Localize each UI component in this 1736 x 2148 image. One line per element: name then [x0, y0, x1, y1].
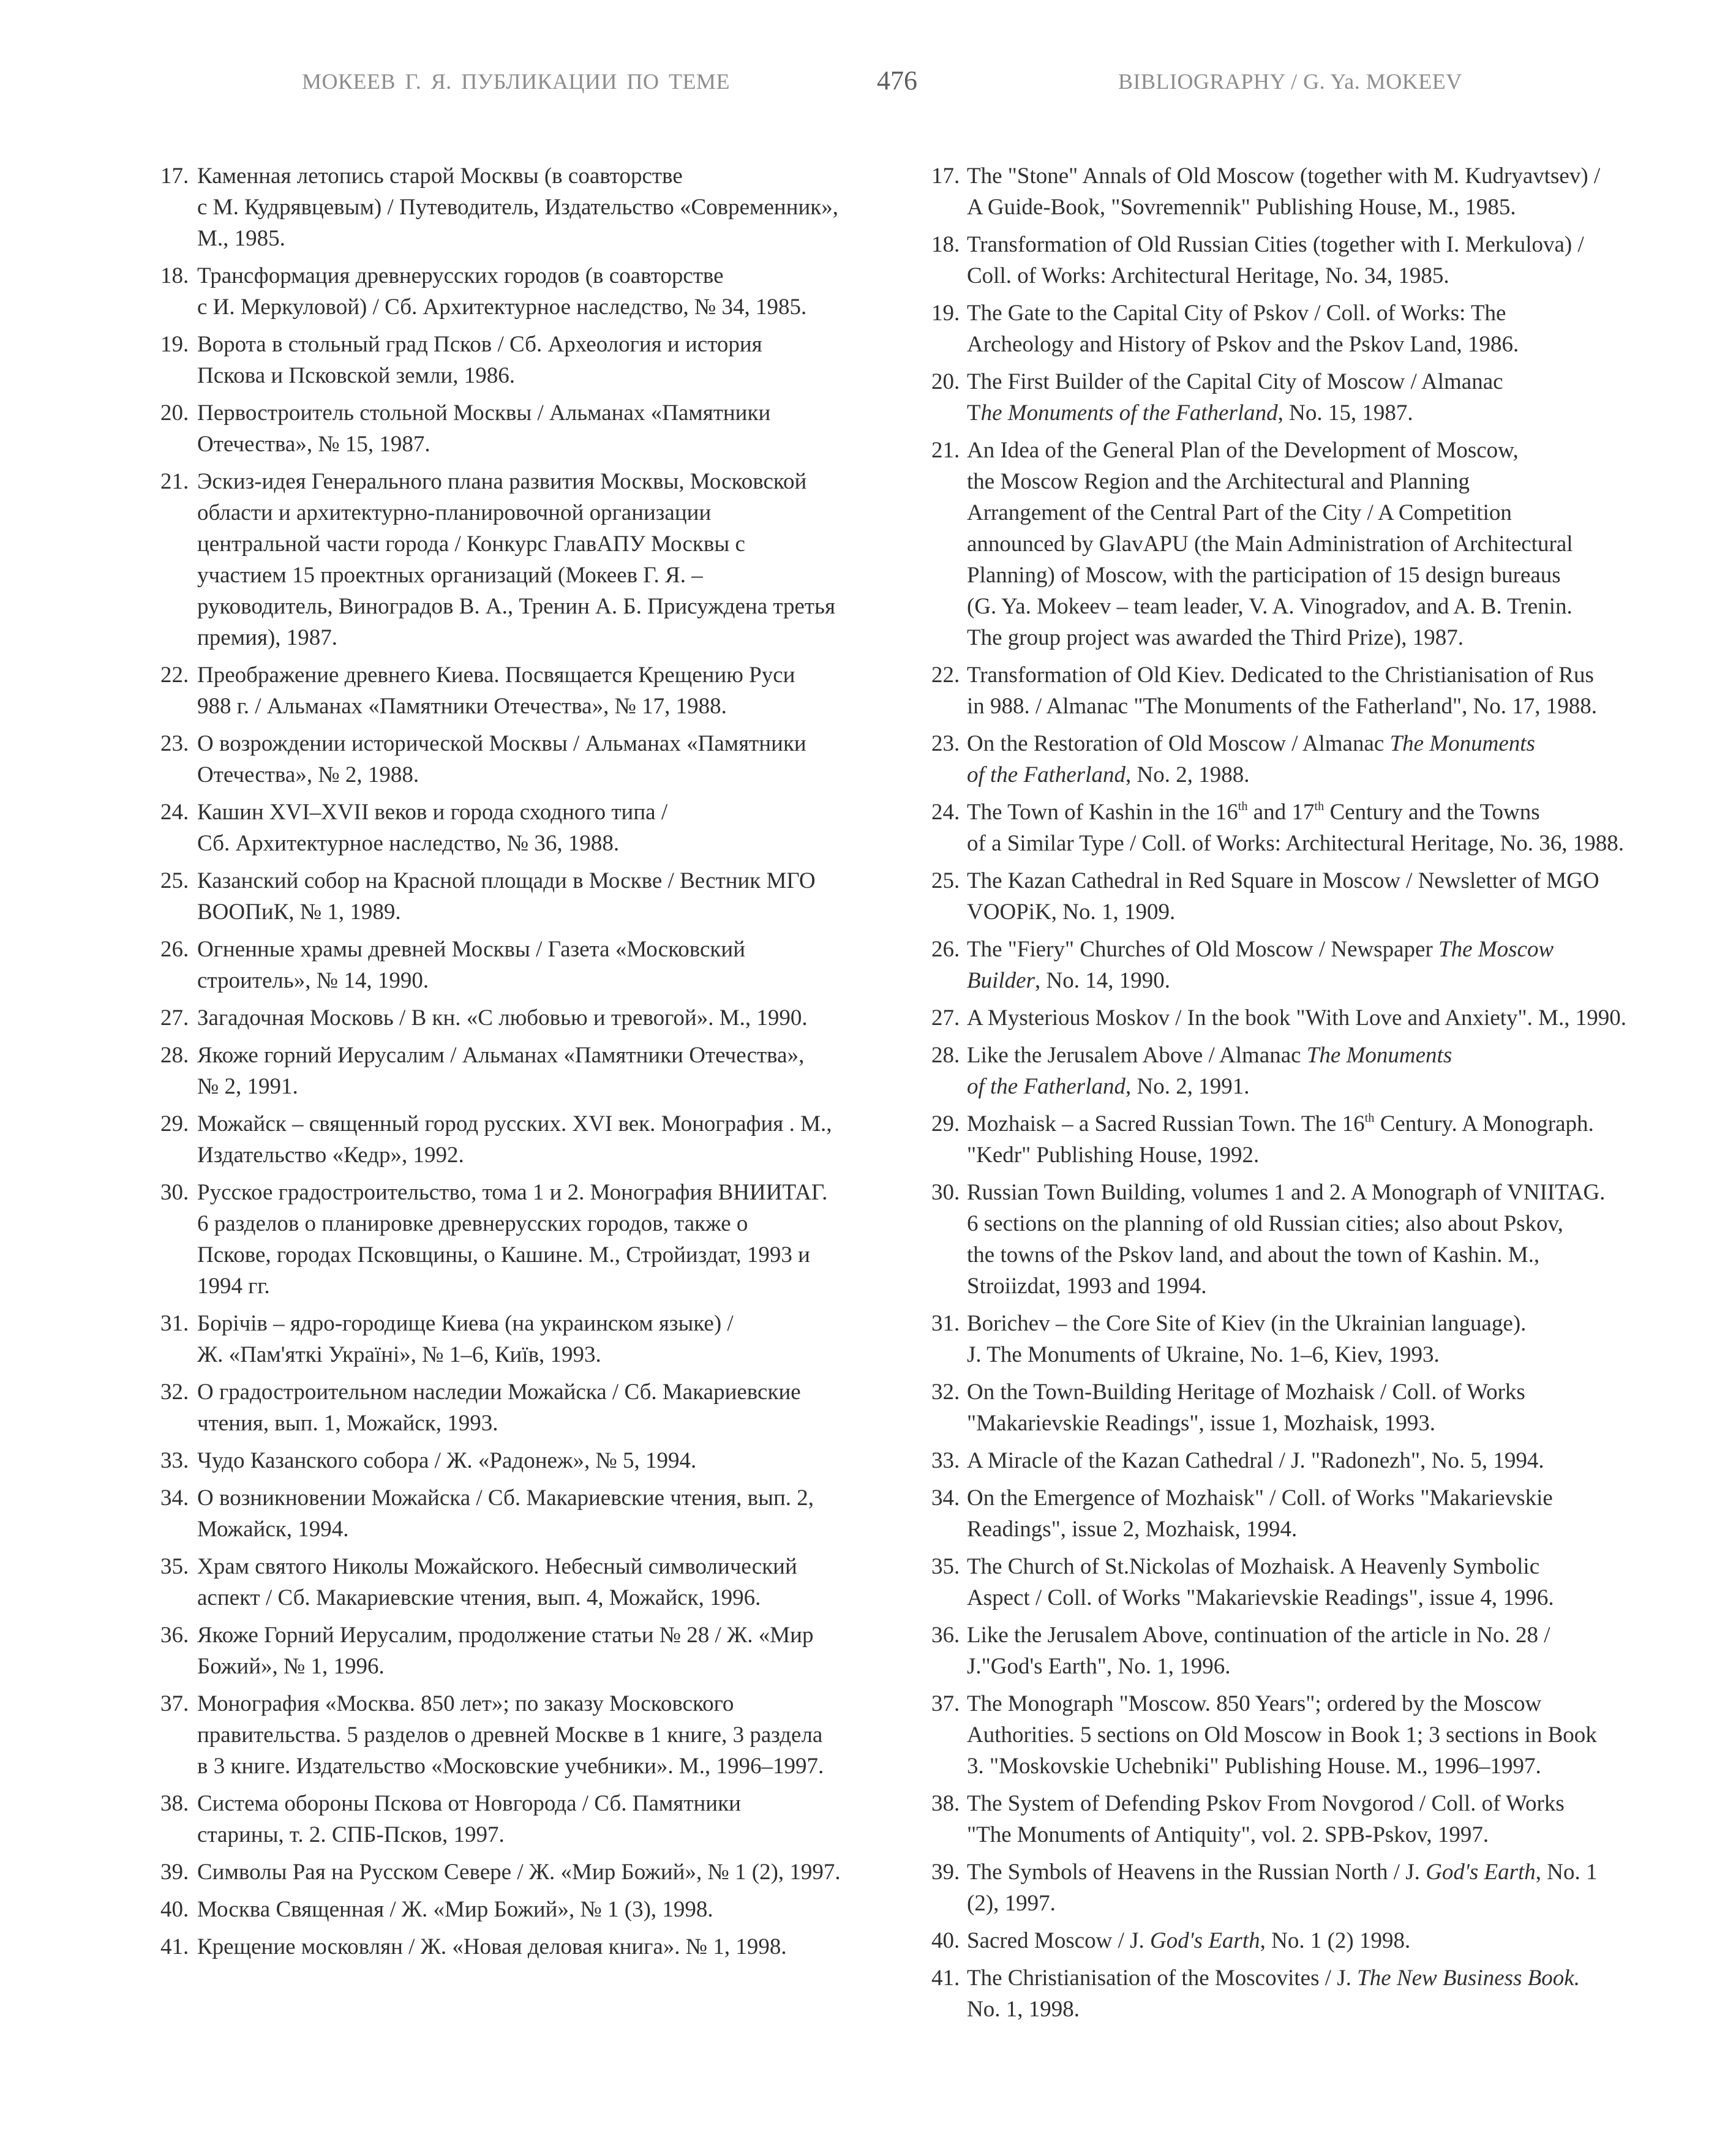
- entry-number: 24.: [160, 800, 189, 825]
- entry-text: [967, 865, 1698, 928]
- entry-number: 24.: [931, 800, 960, 825]
- entry-number: 23.: [931, 731, 960, 756]
- entry-text-segment: Russian Town Building, volumes 1 and 2. A Monograph of VNIITAG. 6 sections on the planning of old Russian cities; also about Pskov, the towns of the Pskov land, and about the town of Kashin. M., Stroiizdat, 1993 and 1994.: [967, 1180, 1606, 1299]
- entry-number: 17.: [160, 163, 189, 189]
- entry-number: 39.: [160, 1860, 189, 1885]
- en-bibliography-entry: [931, 1551, 1698, 1613]
- entry-text-segment: Борічів – ядро-городище Киева (на украинском языке) / Ж. «Пам'яткі Україні», № 1–6, Київ, 1993.: [197, 1311, 734, 1367]
- entry-text: [197, 728, 895, 790]
- entry-number: 29.: [931, 1111, 960, 1136]
- italic-title: The Monuments of the Fatherland: [967, 1043, 1452, 1099]
- ru-bibliography-entry: [160, 260, 895, 323]
- entry-number: 36.: [160, 1623, 189, 1648]
- italic-title: God's Earth: [1150, 1928, 1260, 1953]
- ru-bibliography-entry: [160, 1445, 895, 1476]
- en-bibliography-entry: [931, 435, 1698, 653]
- entry-number: 21.: [160, 469, 189, 494]
- en-bibliography-entry: [931, 865, 1698, 928]
- entry-text: [197, 260, 895, 323]
- entry-text-segment: Кашин XVI–XVII веков и города сходного типа / Сб. Архитектурное наследство, № 36, 1988.: [197, 800, 668, 856]
- entry-number: 40.: [931, 1928, 960, 1953]
- entry-text: [967, 1925, 1698, 1956]
- entry-number: 41.: [160, 1934, 189, 1959]
- entry-text-segment: The "Stone" Annals of Old Moscow (together with M. Kudryavtsev) / A Guide-Book, "Sovremennik" Publishing House, M., 1985.: [967, 163, 1601, 220]
- entry-text: [967, 797, 1698, 859]
- entry-text-segment: The Town of Kashin in the 16: [967, 800, 1238, 825]
- ordinal-suffix: th: [1238, 799, 1248, 813]
- entry-text: [967, 1376, 1698, 1439]
- running-head-right: BIBLIOGRAPHY / G. Ya. MOKEEV: [1118, 69, 1462, 94]
- en-bibliography-entry: [931, 1482, 1698, 1545]
- entry-text: [197, 797, 895, 859]
- entry-number: 22.: [160, 663, 189, 688]
- entry-number: 20.: [931, 369, 960, 394]
- entry-number: 26.: [931, 937, 960, 962]
- entry-text: [197, 1894, 895, 1925]
- entry-text-segment: Sacred Moscow / J.: [967, 1928, 1151, 1953]
- entry-text: [967, 1788, 1698, 1850]
- english-bibliography-column: [931, 160, 1698, 2031]
- page-number: 476: [877, 66, 917, 96]
- entry-text: [197, 1445, 895, 1476]
- entry-text-segment: Трансформация древнерусских городов (в соавторстве с И. Меркуловой) / Сб. Архитектурное наследство, № 34, 1985.: [197, 263, 807, 320]
- italic-title: The New Business Book.: [1357, 1966, 1580, 1991]
- ru-bibliography-entry: [160, 1177, 895, 1302]
- entry-text: [967, 934, 1698, 996]
- entry-number: 40.: [160, 1897, 189, 1922]
- ru-bibliography-entry: [160, 1108, 895, 1171]
- ru-bibliography-entry: [160, 1376, 895, 1439]
- entry-text: [967, 1857, 1698, 1919]
- entry-text: [967, 1620, 1698, 1682]
- ru-bibliography-entry: [160, 797, 895, 859]
- ru-bibliography-entry: [160, 1308, 895, 1370]
- entry-text: [967, 1482, 1698, 1545]
- en-bibliography-entry: [931, 1040, 1698, 1102]
- en-bibliography-entry: [931, 1002, 1698, 1034]
- running-head-left: МОКЕЕВ Г. Я. ПУБЛИКАЦИИ ПО ТЕМЕ: [302, 69, 730, 94]
- entry-text-segment: , No. 1 (2) 1998.: [1260, 1928, 1411, 1953]
- entry-number: 19.: [931, 301, 960, 326]
- italic-title: The Moscow Builder: [967, 937, 1554, 993]
- entry-text: [967, 1040, 1698, 1102]
- entry-number: 22.: [931, 663, 960, 688]
- entry-number: 28.: [931, 1043, 960, 1068]
- entry-text: [197, 1931, 895, 1962]
- en-bibliography-entry: [931, 1788, 1698, 1850]
- en-bibliography-entry: [931, 934, 1698, 996]
- entry-text: [197, 1177, 895, 1302]
- ru-bibliography-entry: [160, 865, 895, 928]
- entry-number: 18.: [931, 232, 960, 257]
- en-bibliography-entry: [931, 797, 1698, 859]
- ru-bibliography-entry: [160, 329, 895, 391]
- entry-text: [967, 1002, 1698, 1034]
- en-bibliography-entry: [931, 1857, 1698, 1919]
- entry-number: 33.: [931, 1448, 960, 1473]
- entry-number: 35.: [160, 1554, 189, 1579]
- ru-bibliography-entry: [160, 1002, 895, 1034]
- entry-text-segment: The System of Defending Pskov From Novgorod / Coll. of Works "The Monuments of Antiquity", vol. 2. SPB-Pskov, 1997.: [967, 1791, 1565, 1847]
- entry-number: 31.: [160, 1311, 189, 1336]
- entry-number: 20.: [160, 400, 189, 426]
- entry-text-segment: Якоже Горний Иерусалим, продолжение статьи № 28 / Ж. «Мир Божий», № 1, 1996.: [197, 1623, 814, 1679]
- entry-text-segment: Первостроитель стольной Москвы / Альманах «Памятники Отечества», № 15, 1987.: [197, 400, 771, 457]
- en-bibliography-entry: [931, 659, 1698, 722]
- entry-number: 29.: [160, 1111, 189, 1136]
- entry-number: 31.: [931, 1311, 960, 1336]
- entry-text-segment: No. 1, 1998.: [967, 1997, 1080, 2022]
- entry-text-segment: Казанский собор на Красной площади в Москве / Вестник МГО ВООПиК, № 1, 1989.: [197, 868, 816, 925]
- entry-text: [197, 659, 895, 722]
- entry-number: 28.: [160, 1043, 189, 1068]
- entry-number: 35.: [931, 1554, 960, 1579]
- entry-number: 30.: [160, 1180, 189, 1205]
- entry-text: [967, 1308, 1698, 1370]
- entry-text: [967, 1445, 1698, 1476]
- entry-text-segment: Крещение московлян / Ж. «Новая деловая книга». № 1, 1998.: [197, 1934, 787, 1959]
- ru-bibliography-entry: [160, 1857, 895, 1888]
- entry-text-segment: The Symbols of Heavens in the Russian North / J.: [967, 1860, 1426, 1885]
- ru-bibliography-entry: [160, 934, 895, 996]
- entry-number: 18.: [160, 263, 189, 288]
- entry-text: [967, 1962, 1698, 2025]
- entry-text-segment: Москва Священная / Ж. «Мир Божий», № 1 (3), 1998.: [197, 1897, 713, 1922]
- entry-text-segment: The Church of St.Nickolas of Mozhaisk. A Heavenly Symbolic Aspect / Coll. of Works "Makarievskie Readings", issue 4, 1996.: [967, 1554, 1554, 1610]
- entry-text: [967, 1688, 1698, 1782]
- entry-number: 19.: [160, 332, 189, 357]
- entry-number: 30.: [931, 1180, 960, 1205]
- italic-title: The Monuments of the Fatherland: [967, 731, 1535, 787]
- entry-number: 27.: [160, 1005, 189, 1031]
- entry-text-segment: Огненные храмы древней Москвы / Газета «Московский строитель», № 14, 1990.: [197, 937, 745, 993]
- ordinal-suffix: th: [1364, 1111, 1375, 1125]
- en-bibliography-entry: [931, 1108, 1698, 1171]
- entry-text-segment: Century and the Towns of a Similar Type / Coll. of Works: Architectural Heritage, No. 36, 1988.: [967, 800, 1625, 856]
- en-bibliography-entry: [931, 728, 1698, 790]
- ru-bibliography-entry: [160, 1482, 895, 1545]
- entry-text-segment: Ворота в стольный град Псков / Сб. Археология и история Пскова и Псковской земли, 1986.: [197, 332, 762, 388]
- russian-bibliography-column: [160, 160, 895, 1969]
- entry-text-segment: Система обороны Пскова от Новгорода / Сб. Памятники старины, т. 2. СПБ-Псков, 1997.: [197, 1791, 741, 1847]
- ru-bibliography-entry: [160, 1894, 895, 1925]
- entry-number: 34.: [160, 1485, 189, 1511]
- entry-text-segment: Храм святого Николы Можайского. Небесный символический аспект / Сб. Макариевские чтения, вып. 4, Можайск, 1996.: [197, 1554, 797, 1610]
- entry-number: 23.: [160, 731, 189, 756]
- entry-text: [967, 298, 1698, 360]
- entry-text-segment: The First Builder of the Capital City of Moscow / Almanac T: [967, 369, 1503, 426]
- en-bibliography-entry: [931, 229, 1698, 291]
- entry-number: 25.: [160, 868, 189, 893]
- entry-number: 25.: [931, 868, 960, 893]
- entry-text-segment: On the Emergence of Mozhaisk" / Coll. of Works "Makarievskie Readings", issue 2, Mozhaisk, 1994.: [967, 1485, 1553, 1542]
- entry-number: 33.: [160, 1448, 189, 1473]
- en-bibliography-entry: [931, 1177, 1698, 1302]
- en-bibliography-entry: [931, 1376, 1698, 1439]
- entry-text-segment: Загадочная Московь / В кн. «С любовью и тревогой». М., 1990.: [197, 1005, 808, 1031]
- entry-number: 17.: [931, 163, 960, 189]
- italic-title: God's Earth: [1426, 1860, 1536, 1885]
- en-bibliography-entry: [931, 160, 1698, 223]
- entry-text-segment: Русское градостроительство, тома 1 и 2. Монография ВНИИТАГ. 6 разделов о планировке древнерусских городов, также о Пскове, городах Псковщины, о Кашине. М., Стройиздат, 1993 и 1994 гг.: [197, 1180, 828, 1299]
- ru-bibliography-entry: [160, 160, 895, 254]
- entry-text-segment: The Kazan Cathedral in Red Square in Moscow / Newsletter of MGO VOOPiK, No. 1, 1909.: [967, 868, 1599, 925]
- en-bibliography-entry: [931, 1620, 1698, 1682]
- entry-number: 38.: [160, 1791, 189, 1816]
- entry-text-segment: The Gate to the Capital City of Pskov / Coll. of Works: The Archeology and History of Pskov and the Pskov Land, 1986.: [967, 301, 1519, 357]
- entry-number: 27.: [931, 1005, 960, 1031]
- entry-text: [197, 397, 895, 460]
- entry-text: [967, 435, 1698, 653]
- en-bibliography-entry: [931, 1962, 1698, 2025]
- ru-bibliography-entry: [160, 397, 895, 460]
- entry-text-segment: The Christianisation of the Moscovites / J.: [967, 1966, 1358, 1991]
- entry-text-segment: О возникновении Можайска / Сб. Макариевские чтения, вып. 2, Можайск, 1994.: [197, 1485, 814, 1542]
- ru-bibliography-entry: [160, 1620, 895, 1682]
- ru-bibliography-entry: [160, 728, 895, 790]
- entry-number: 32.: [931, 1380, 960, 1405]
- en-bibliography-entry: [931, 1925, 1698, 1956]
- entry-number: 32.: [160, 1380, 189, 1405]
- entry-text-segment: , No. 2, 1991.: [1125, 1074, 1250, 1099]
- entry-text-segment: , No. 15, 1987.: [1277, 400, 1413, 426]
- entry-text: [197, 1376, 895, 1439]
- entry-text-segment: A Mysterious Moskov / In the book "With Love and Anxiety". M., 1990.: [967, 1005, 1626, 1031]
- entry-text: [197, 1040, 895, 1102]
- ordinal-suffix: th: [1314, 799, 1325, 813]
- entry-number: 36.: [931, 1623, 960, 1648]
- entry-text-segment: The Monograph "Moscow. 850 Years"; ordered by the Moscow Authorities. 5 sections on Old Moscow in Book 1; 3 sections in Book 3. "Moskovskie Uchebniki" Publishing House. M., 1996–1997.: [967, 1691, 1597, 1779]
- entry-number: 38.: [931, 1791, 960, 1816]
- entry-number: 21.: [931, 438, 960, 463]
- entry-text: [967, 366, 1698, 429]
- ru-bibliography-entry: [160, 1788, 895, 1850]
- entry-text: [967, 1177, 1698, 1302]
- entry-text: [197, 934, 895, 996]
- entry-text: [197, 1551, 895, 1613]
- ru-bibliography-entry: [160, 1931, 895, 1962]
- entry-text: [967, 728, 1698, 790]
- entry-text-segment: Символы Рая на Русском Севере / Ж. «Мир Божий», № 1 (2), 1997.: [197, 1860, 841, 1885]
- entry-text-segment: An Idea of the General Plan of the Development of Moscow, the Moscow Region and the Architectural and Planning Arrangement of the Central Part of the City / A Competition announced by GlavAPU (the Main Administration of Architectural Planning) of Moscow, with the participation of 15 design bureaus (G. Ya. Mokeev – team leader, V. A. Vinogradov, and A. B. Trenin. The group project was awarded the Third Prize), 1987.: [967, 438, 1573, 650]
- entry-text-segment: Якоже горний Иерусалим / Альманах «Памятники Отечества», № 2, 1991.: [197, 1043, 805, 1099]
- entry-number: 41.: [931, 1966, 960, 1991]
- entry-number: 39.: [931, 1860, 960, 1885]
- entry-text: [967, 229, 1698, 291]
- entry-number: 34.: [931, 1485, 960, 1511]
- entry-text-segment: Каменная летопись старой Москвы (в соавторстве с М. Кудрявцевым) / Путеводитель, Издательство «Современник», М., 1985.: [197, 163, 839, 251]
- en-bibliography-entry: [931, 1688, 1698, 1782]
- entry-text-segment: Преображение древнего Киева. Посвящается Крещению Руси 988 г. / Альманах «Памятники Отечества», № 17, 1988.: [197, 663, 795, 719]
- entry-text: [197, 1620, 895, 1682]
- en-bibliography-entry: [931, 298, 1698, 360]
- entry-text: [197, 1308, 895, 1370]
- entry-text-segment: Transformation of Old Kiev. Dedicated to the Christianisation of Rus in 988. / Almanac "The Monuments of the Fatherland", No. 17, 1988.: [967, 663, 1598, 719]
- entry-number: 37.: [160, 1691, 189, 1716]
- entry-text: [967, 1108, 1698, 1171]
- entry-text-segment: and 17: [1247, 800, 1315, 825]
- entry-text-segment: Century. A Monograph. "Kedr" Publishing House, 1992.: [967, 1111, 1594, 1168]
- ru-bibliography-entry: [160, 1551, 895, 1613]
- entry-text-segment: , No. 14, 1990.: [1034, 968, 1170, 993]
- entry-text-segment: О возрождении исторической Москвы / Альманах «Памятники Отечества», № 2, 1988.: [197, 731, 806, 787]
- entry-text-segment: , No. 2, 1988.: [1125, 762, 1250, 787]
- entry-text: [197, 1108, 895, 1171]
- en-bibliography-entry: [931, 366, 1698, 429]
- entry-text: [197, 1002, 895, 1034]
- entry-text-segment: О градостроительном наследии Можайска / Сб. Макариевские чтения, вып. 1, Можайск, 1993.: [197, 1380, 801, 1436]
- entry-text-segment: The "Fiery" Churches of Old Moscow / Newspaper: [967, 937, 1439, 962]
- entry-text-segment: Монография «Москва. 850 лет»; по заказу Московского правительства. 5 разделов о древней Москве в 1 книге, 3 раздела в 3 книге. Издательство «Московские учебники». М., 1996–1997.: [197, 1691, 824, 1779]
- entry-text: [967, 1551, 1698, 1613]
- entry-text: [967, 160, 1698, 223]
- entry-text-segment: Чудо Казанского собора / Ж. «Радонеж», № 5, 1994.: [197, 1448, 697, 1473]
- entry-text-segment: Mozhaisk – a Sacred Russian Town. The 16: [967, 1111, 1365, 1136]
- entry-number: 26.: [160, 937, 189, 962]
- ru-bibliography-entry: [160, 1688, 895, 1782]
- entry-text-segment: A Miracle of the Kazan Cathedral / J. "Radonezh", No. 5, 1994.: [967, 1448, 1544, 1473]
- entry-text: [967, 659, 1698, 722]
- entry-text: [197, 1788, 895, 1850]
- entry-text-segment: , No. 1 (2), 1997.: [967, 1860, 1598, 1916]
- entry-text: [197, 865, 895, 928]
- entry-text-segment: Like the Jerusalem Above, continuation of the article in No. 28 / J."God's Earth", No. 1, 1996.: [967, 1623, 1550, 1679]
- entry-text-segment: Можайск – священный город русских. XVI век. Монография . М., Издательство «Кедр», 1992.: [197, 1111, 832, 1168]
- ru-bibliography-entry: [160, 659, 895, 722]
- entry-text-segment: Like the Jerusalem Above / Almanac: [967, 1043, 1307, 1068]
- en-bibliography-entry: [931, 1445, 1698, 1476]
- entry-text: [197, 1482, 895, 1545]
- entry-text: [197, 1688, 895, 1782]
- entry-text: [197, 1857, 895, 1888]
- ru-bibliography-entry: [160, 466, 895, 653]
- entry-text: [197, 329, 895, 391]
- entry-text-segment: On the Restoration of Old Moscow / Almanac: [967, 731, 1390, 756]
- entry-text-segment: Borichev – the Core Site of Kiev (in the Ukrainian language). J. The Monuments of Ukraine, No. 1–6, Kiev, 1993.: [967, 1311, 1527, 1367]
- entry-text-segment: On the Town-Building Heritage of Mozhaisk / Coll. of Works "Makarievskie Readings", issue 1, Mozhaisk, 1993.: [967, 1380, 1525, 1436]
- en-bibliography-entry: [931, 1308, 1698, 1370]
- entry-number: 37.: [931, 1691, 960, 1716]
- entry-text-segment: Эскиз-идея Генерального плана развития Москвы, Московской области и архитектурно-планировочной организации центральной части города / Конкурс ГлавАПУ Москвы с участием 15 проектных организаций (Мокеев Г. Я. – руководитель, Виноградов В. А., Тренин А. Б. Присуждена третья премия), 1987.: [197, 469, 835, 650]
- entry-text: [197, 466, 895, 653]
- ru-bibliography-entry: [160, 1040, 895, 1102]
- entry-text-segment: Transformation of Old Russian Cities (together with I. Merkulova) / Coll. of Works: Architectural Heritage, No. 34, 1985.: [967, 232, 1584, 288]
- entry-text: [197, 160, 895, 254]
- italic-title: he Monuments of the Fatherland: [980, 400, 1278, 426]
